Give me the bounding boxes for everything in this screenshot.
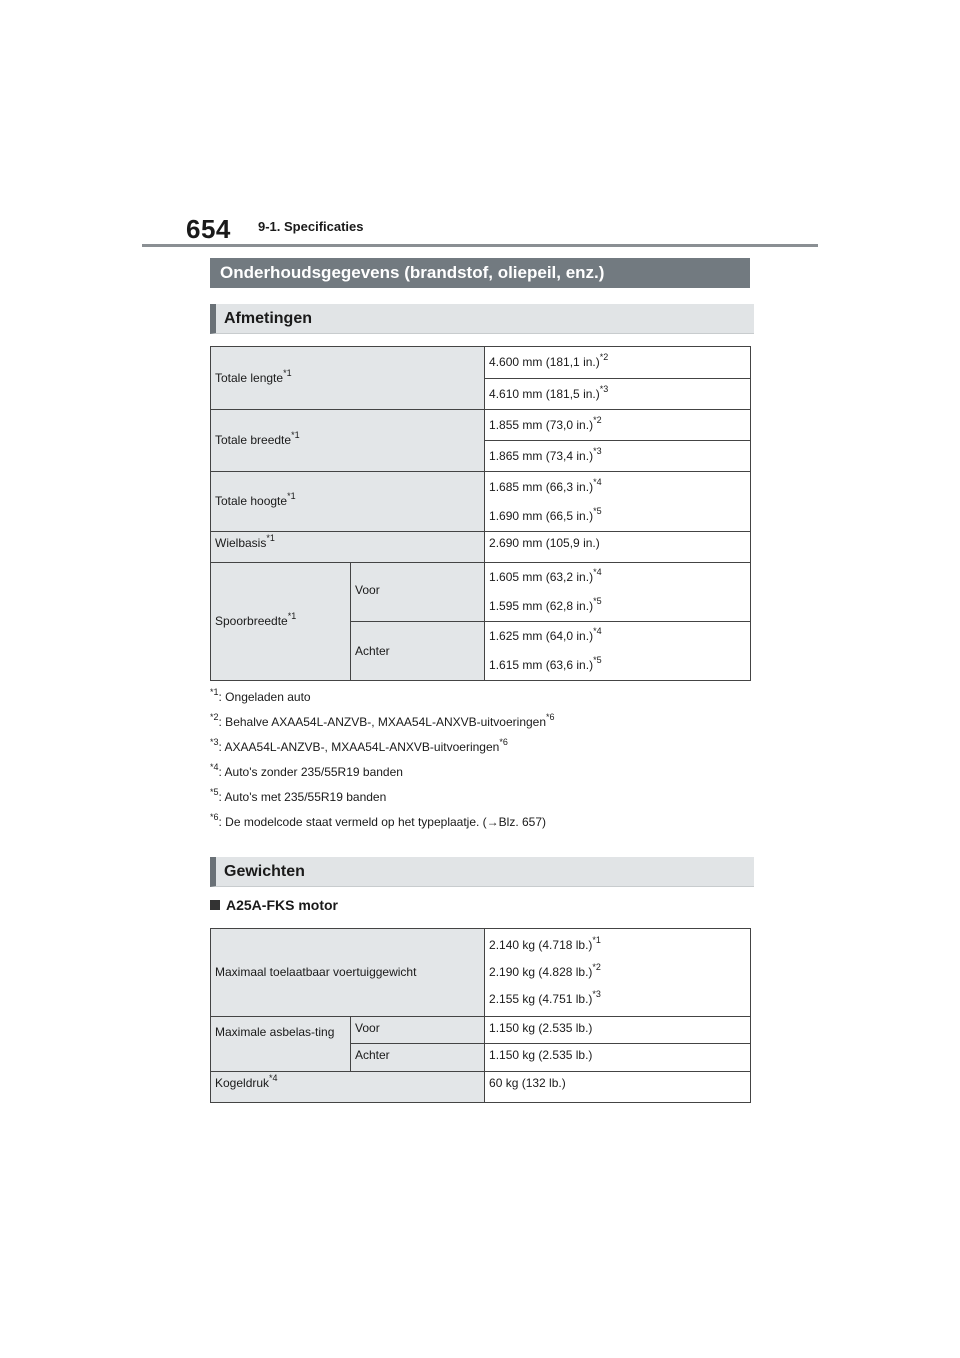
label-spoor-voor: Voor [351,563,485,622]
footnote-3: $^{*3}$: AXAA54L-ANZVB-, MXAA54L-ANXVB-uitvoeringen$^{*6}$ [210,737,508,754]
label-max-voertuiggewicht: Maximaal toelaatbaar voertuiggewicht [211,929,485,1017]
label-totale-lengte: Totale lengte$^{*1}$ [211,347,485,410]
footnote-5: $^{*5}$: Auto's met 235/55R19 banden [210,787,387,804]
heading-afmetingen: Afmetingen [210,304,754,334]
footnote-1: $^{*1}$: Ongeladen auto [210,687,311,704]
weights-table [210,928,751,1103]
value-breedte-2: 1.865 mm (73,4 in.)$^{*3}$ [485,441,751,472]
footnote-6: $^{*6}$: De modelcode staat vermeld op het typeplaatje. (→Blz. 657) [210,812,547,829]
value-kogeldruk: 60 kg (132 lb.) [485,1072,751,1103]
label-as-achter: Achter [351,1044,485,1072]
value-hoogte: 1.685 mm (66,3 in.)$^{*4}$ 1.690 mm (66,5 in.)$^{*5}$ [485,472,751,532]
label-spoorbreedte: Spoorbreedte$^{*1}$ [211,563,351,681]
heading-gewichten: Gewichten [210,857,754,887]
label-as-voor: Voor [351,1017,485,1044]
value-lengte-1: 4.600 mm (181,1 in.)$^{*2}$ [485,347,751,379]
value-breedte-1: 1.855 mm (73,0 in.)$^{*2}$ [485,410,751,441]
label-max-asbelasting: Maximale asbelas-ting [211,1017,351,1072]
section-title: 9-1. Specificaties [258,219,364,234]
label-spoor-achter: Achter [351,622,485,681]
label-kogeldruk: Kogeldruk$^{*4}$ [211,1072,485,1103]
value-lengte-2: 4.610 mm (181,5 in.)$^{*3}$ [485,379,751,410]
footnote-2: $^{*2}$: Behalve AXAA54L-ANZVB-, MXAA54L-ANXVB-uitvoeringen$^{*6}$ [210,712,555,729]
value-as-voor: 1.150 kg (2.535 lb.) [485,1017,751,1044]
section-banner: Onderhoudsgegevens (brandstof, oliepeil, enz.) [210,258,750,288]
header-divider [142,244,818,247]
square-bullet-icon [210,900,220,910]
value-spoor-achter: 1.625 mm (64,0 in.)$^{*4}$ 1.615 mm (63,6 in.)$^{*5}$ [485,622,751,681]
motor-heading: A25A-FKS motor [210,897,338,913]
label-totale-hoogte: Totale hoogte$^{*1}$ [211,472,485,532]
label-totale-breedte: Totale breedte$^{*1}$ [211,410,485,472]
page-number: 654 [186,214,231,244]
value-max-voertuiggewicht: 2.140 kg (4.718 lb.)$^{*1}$ 2.190 kg (4.828 lb.)$^{*2}$ 2.155 kg (4.751 lb.)$^{*3}$ [485,929,751,1017]
value-wielbasis: 2.690 mm (105,9 in.) [485,532,751,563]
footnote-4: $^{*4}$: Auto's zonder 235/55R19 banden [210,762,403,779]
dimensions-table [210,346,751,681]
footnotes [210,684,555,834]
value-as-achter: 1.150 kg (2.535 lb.) [485,1044,751,1072]
label-wielbasis: Wielbasis$^{*1}$ [211,532,485,563]
value-spoor-voor: 1.605 mm (63,2 in.)$^{*4}$ 1.595 mm (62,8 in.)$^{*5}$ [485,563,751,622]
